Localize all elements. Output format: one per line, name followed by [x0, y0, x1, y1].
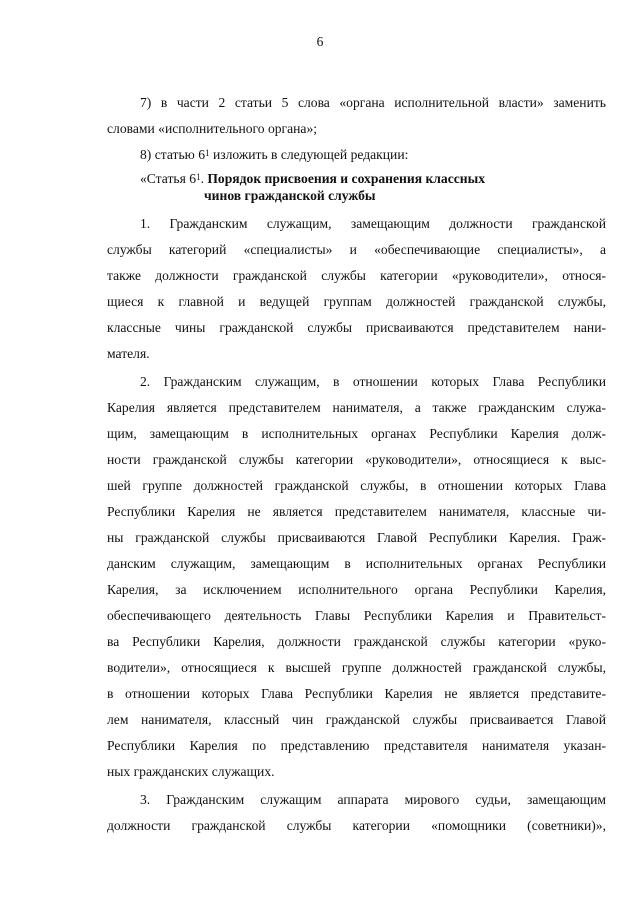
p2-line: щим, замещающим в исполнительных органах Республики Карелия долж-: [107, 426, 606, 441]
p2-line: 2. Гражданским служащим, в отношении которых Глава Республики: [140, 374, 606, 389]
p2-line: лем нанимателя, классный чин гражданской службы присваивается Главой: [107, 712, 606, 727]
item8-text: 8) статью 6: [140, 147, 206, 162]
p1-line: также должности гражданской службы категории «руководители», относя-: [107, 268, 606, 283]
item8-sup: 1: [205, 148, 210, 158]
p2-line: ных гражданских служащих.: [107, 764, 275, 779]
p2-line: Республики Карелия по представлению представителя нанимателя указан-: [107, 738, 606, 753]
p2-line: шей группе должностей гражданской службы, в отношении которых Глава: [107, 478, 606, 493]
article-sup: 1: [196, 172, 201, 182]
item8-line: [140, 147, 639, 163]
article-heading-line2: [204, 188, 640, 204]
p3-line: 3. Гражданским служащим аппарата мирового судьи, замещающим: [140, 792, 606, 807]
p1-line: 1. Гражданским служащим, замещающим должности гражданской: [140, 216, 606, 231]
p2-line: Карелия является представителем нанимателя, а также гражданским служа-: [107, 400, 606, 415]
article-heading-line1: [140, 171, 639, 187]
article-title-line1: Порядок присвоения и сохранения классных: [207, 171, 486, 186]
p2-line: обеспечивающего деятельность Главы Республики Карелия и Правительст-: [107, 608, 606, 623]
item7-line2: словами «исполнительного органа»;: [107, 121, 318, 136]
p1-line: мателя.: [107, 346, 150, 361]
p2-line: ва Республики Карелия, должности гражданской службы категории «руко-: [107, 634, 606, 649]
p2-line: Карелия, за исключением исполнительного органа Республики Карелия,: [107, 582, 606, 597]
article-prefix: «Статья 6: [140, 171, 197, 186]
p3-line: должности гражданской службы категории «помощники (советники)»,: [107, 818, 606, 833]
p2-line: в отношении которых Глава Республики Карелия не является представите-: [107, 686, 606, 701]
p2-line: данским служащим, замещающим в исполнительных органах Республики: [107, 556, 606, 571]
p2-line: ности гражданской службы категории «руководители», относящиеся к выс-: [107, 452, 606, 467]
p1-line: щиеся к главной и ведущей группам должностей гражданской службы,: [107, 294, 606, 309]
article-dot: .: [200, 171, 208, 186]
article-title-line2: чинов гражданской службы: [204, 188, 376, 203]
page-number: 6: [316, 34, 324, 49]
p2-line: ны гражданской службы присваиваются Главой Республики Карелия. Граж-: [107, 530, 606, 545]
p1-line: службы категорий «специалисты» и «обеспечивающие специалисты», а: [107, 242, 606, 257]
item8-text-after: изложить в следующей редакции:: [209, 147, 409, 162]
p1-line: классные чины гражданской службы присваиваются представителем нани-: [107, 320, 606, 335]
item7-line1: 7) в части 2 статьи 5 слова «органа исполнительной власти» заменить: [140, 95, 606, 110]
p2-line: водители», относящиеся к высшей группе должностей гражданской службы,: [107, 660, 606, 675]
p2-line: Республики Карелия не является представителем нанимателя, классные чи-: [107, 504, 606, 519]
